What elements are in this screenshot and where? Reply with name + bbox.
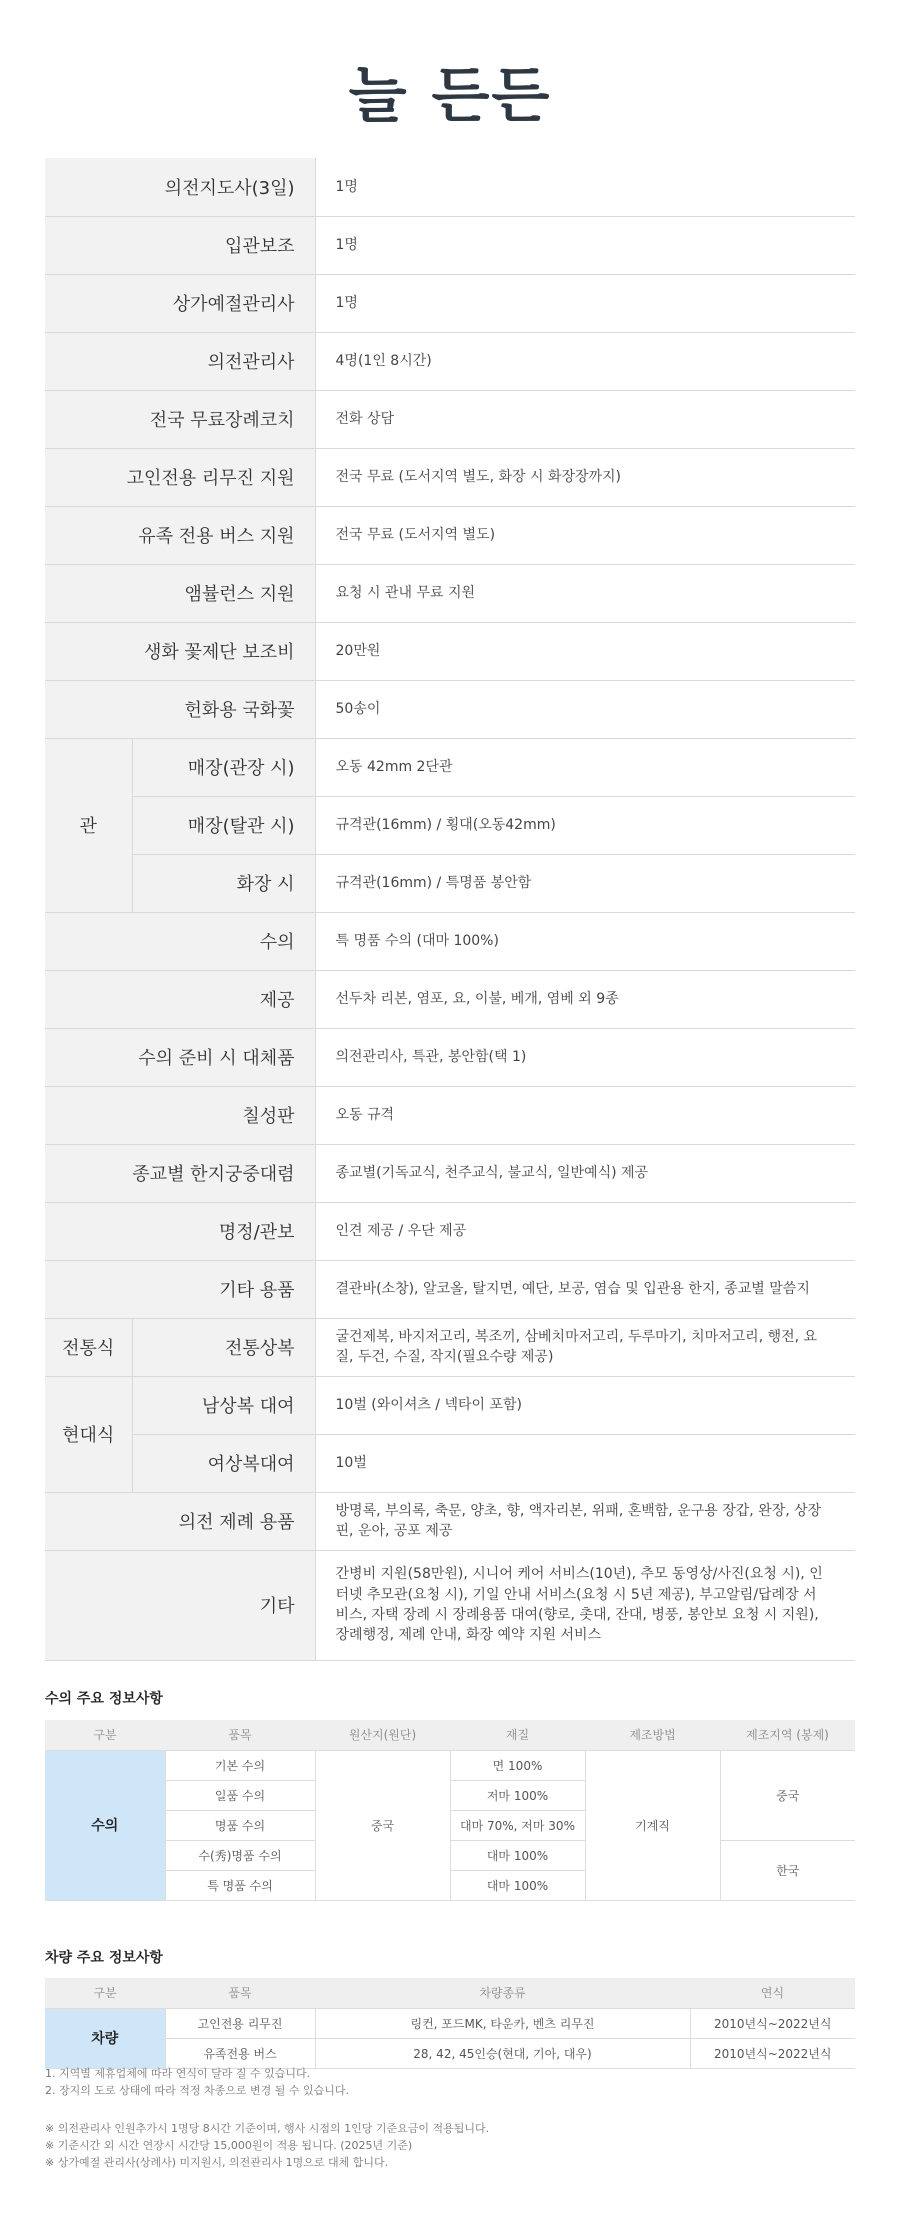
table-row bbox=[45, 970, 855, 1028]
row-value: 인견 제공 / 우단 제공 bbox=[315, 1202, 855, 1260]
column-header: 제조방법 bbox=[585, 1720, 720, 1750]
row-label: 수의 bbox=[45, 912, 315, 970]
row-value: 전국 무료 (도서지역 별도, 화장 시 화장장까지) bbox=[315, 448, 855, 506]
row-value: 규격관(16mm) / 횡대(오동42mm) bbox=[315, 796, 855, 854]
row-value: 방명록, 부의록, 축문, 양초, 향, 액자리본, 위패, 혼백함, 운구용 장갑, 완장, 상장핀, 운아, 공포 제공 bbox=[315, 1492, 855, 1550]
row-label: 전국 무료장례코치 bbox=[45, 390, 315, 448]
row-value: 10벌 bbox=[315, 1434, 855, 1492]
method-cell: 기계직 bbox=[585, 1750, 720, 1900]
table-row bbox=[45, 564, 855, 622]
row-label: 의전지도사(3일) bbox=[45, 158, 315, 216]
table-row bbox=[45, 854, 855, 912]
table-row bbox=[45, 1750, 855, 1780]
column-header: 차량종류 bbox=[315, 1978, 690, 2008]
region-cell: 한국 bbox=[720, 1840, 855, 1900]
row-label: 유족 전용 버스 지원 bbox=[45, 506, 315, 564]
row-label: 의전관리사 bbox=[45, 332, 315, 390]
item-cell: 유족전용 버스 bbox=[165, 2038, 315, 2068]
footnote-line: ※ 의전관리사 인원추가시 1명당 8시간 기준이며, 행사 시점의 1인당 기준요금이 적용됩니다. bbox=[45, 2122, 490, 2135]
row-value: 전화 상담 bbox=[315, 390, 855, 448]
row-label: 제공 bbox=[45, 970, 315, 1028]
row-label: 칠성판 bbox=[45, 1086, 315, 1144]
note-line: 2. 장지의 도로 상태에 따라 적정 차종으로 변경 될 수 있습니다. bbox=[45, 2084, 349, 2097]
table-row bbox=[45, 216, 855, 274]
row-label: 명정/관보 bbox=[45, 1202, 315, 1260]
material-cell: 대마 100% bbox=[450, 1840, 585, 1870]
row-label: 입관보조 bbox=[45, 216, 315, 274]
material-cell: 대마 100% bbox=[450, 1870, 585, 1900]
vehicle-table bbox=[45, 1978, 855, 2069]
table-row bbox=[45, 2008, 855, 2038]
row-value: 오동 42mm 2단관 bbox=[315, 738, 855, 796]
footnote-line: ※ 기준시간 외 시간 연장시 시간당 15,000원이 적용 됩니다. (2025년 기준) bbox=[45, 2139, 413, 2152]
origin-cell: 중국 bbox=[315, 1750, 450, 1900]
vehicle-type-cell: 28, 42, 45인승(현대, 기아, 대우) bbox=[315, 2038, 690, 2068]
table-row bbox=[45, 158, 855, 216]
table-row bbox=[45, 1028, 855, 1086]
item-cell: 명품 수의 bbox=[165, 1810, 315, 1840]
shroud-table bbox=[45, 1720, 855, 1901]
row-value: 결관바(소창), 알코올, 탈지면, 예단, 보공, 염습 및 입관용 한지, 종교별 말씀지 bbox=[315, 1260, 855, 1318]
row-label: 고인전용 리무진 지원 bbox=[45, 448, 315, 506]
material-cell: 면 100% bbox=[450, 1750, 585, 1780]
table-row bbox=[45, 274, 855, 332]
row-value: 1명 bbox=[315, 158, 855, 216]
vehicle-type-cell: 링컨, 포드MK, 타운카, 벤츠 리무진 bbox=[315, 2008, 690, 2038]
row-value: 50송이 bbox=[315, 680, 855, 738]
row-value: 1명 bbox=[315, 216, 855, 274]
column-header: 원산지(원단) bbox=[315, 1720, 450, 1750]
row-label: 매장(탈관 시) bbox=[132, 796, 315, 854]
group-label-modern: 현대식 bbox=[45, 1376, 132, 1492]
table-row bbox=[45, 332, 855, 390]
column-header: 구분 bbox=[45, 1720, 165, 1750]
column-header: 재질 bbox=[450, 1720, 585, 1750]
row-label: 남상복 대여 bbox=[132, 1376, 315, 1434]
column-header: 품목 bbox=[165, 1720, 315, 1750]
row-label: 기타 bbox=[45, 1550, 315, 1660]
item-cell: 수(秀)명품 수의 bbox=[165, 1840, 315, 1870]
row-value: 요청 시 관내 무료 지원 bbox=[315, 564, 855, 622]
category-cell: 차량 bbox=[45, 2008, 165, 2068]
table-row bbox=[45, 912, 855, 970]
row-label: 여상복대여 bbox=[132, 1434, 315, 1492]
table-row bbox=[45, 1550, 855, 1660]
row-label: 매장(관장 시) bbox=[132, 738, 315, 796]
row-value: 1명 bbox=[315, 274, 855, 332]
table-row bbox=[45, 738, 855, 796]
table-row bbox=[45, 1376, 855, 1434]
table-row bbox=[45, 622, 855, 680]
row-value: 규격관(16mm) / 특명품 봉안함 bbox=[315, 854, 855, 912]
item-cell: 특 명품 수의 bbox=[165, 1870, 315, 1900]
material-cell: 대마 70%, 저마 30% bbox=[450, 1810, 585, 1840]
table-row bbox=[45, 1144, 855, 1202]
row-value: 4명(1인 8시간) bbox=[315, 332, 855, 390]
table-row bbox=[45, 1840, 855, 1870]
group-label-coffin: 관 bbox=[45, 738, 132, 912]
note-line: 1. 지역별 제휴업체에 따라 연식이 달라 질 수 있습니다. bbox=[45, 2067, 311, 2080]
footnotes bbox=[45, 2120, 855, 2171]
row-value: 종교별(기독교식, 천주교식, 불교식, 일반예식) 제공 bbox=[315, 1144, 855, 1202]
row-value: 굴건제복, 바지저고리, 복조끼, 삼베치마저고리, 두루마기, 치마저고리, 행전, 요질, 두건, 수질, 작지(필요수량 제공) bbox=[315, 1318, 855, 1376]
row-label: 상가예절관리사 bbox=[45, 274, 315, 332]
row-label: 종교별 한지궁중대렴 bbox=[45, 1144, 315, 1202]
table-row bbox=[45, 2038, 855, 2068]
row-value: 간병비 지원(58만원), 시니어 케어 서비스(10년), 추모 동영상/사진(요청 시), 인터넷 추모관(요청 시), 기일 안내 서비스(요청 시 5년 제공), 부고알림/답례장 서비스, 자택 장례 시 장례용품 대여(향로, 촛대, 잔대, 병풍, 봉안보 요청 시 지원), 장례행정, 제례 안내, 화장 예약 지원 서비스 bbox=[315, 1550, 855, 1660]
material-cell: 저마 100% bbox=[450, 1780, 585, 1810]
row-value: 특 명품 수의 (대마 100%) bbox=[315, 912, 855, 970]
column-header: 연식 bbox=[690, 1978, 855, 2008]
year-cell: 2010년식~2022년식 bbox=[690, 2008, 855, 2038]
row-label: 수의 준비 시 대체품 bbox=[45, 1028, 315, 1086]
table-row bbox=[45, 1202, 855, 1260]
row-value: 선두차 리본, 염포, 요, 이불, 베개, 염베 외 9종 bbox=[315, 970, 855, 1028]
page-title: 늘 든든 bbox=[348, 61, 552, 131]
column-header: 품목 bbox=[165, 1978, 315, 2008]
table-row bbox=[45, 1318, 855, 1376]
row-label: 헌화용 국화꽃 bbox=[45, 680, 315, 738]
service-table bbox=[45, 158, 855, 1661]
row-value: 의전관리사, 특관, 봉안함(택 1) bbox=[315, 1028, 855, 1086]
notes bbox=[45, 2065, 855, 2099]
shroud-section-title: 수의 주요 정보사항 bbox=[45, 1691, 163, 1707]
column-header: 구분 bbox=[45, 1978, 165, 2008]
table-row bbox=[45, 1086, 855, 1144]
group-label-traditional: 전통식 bbox=[45, 1318, 132, 1376]
year-cell: 2010년식~2022년식 bbox=[690, 2038, 855, 2068]
vehicle-section-title: 차량 주요 정보사항 bbox=[45, 1950, 163, 1966]
row-label: 생화 꽃제단 보조비 bbox=[45, 622, 315, 680]
table-row bbox=[45, 680, 855, 738]
table-row bbox=[45, 1260, 855, 1318]
table-row bbox=[45, 1434, 855, 1492]
row-value: 오동 규격 bbox=[315, 1086, 855, 1144]
row-label: 화장 시 bbox=[132, 854, 315, 912]
item-cell: 고인전용 리무진 bbox=[165, 2008, 315, 2038]
item-cell: 일품 수의 bbox=[165, 1780, 315, 1810]
column-header: 제조지역 (봉제) bbox=[720, 1720, 855, 1750]
row-label: 전통상복 bbox=[132, 1318, 315, 1376]
category-cell: 수의 bbox=[45, 1750, 165, 1900]
table-row bbox=[45, 1492, 855, 1550]
region-cell: 중국 bbox=[720, 1750, 855, 1840]
row-label: 의전 제례 용품 bbox=[45, 1492, 315, 1550]
table-row bbox=[45, 448, 855, 506]
row-value: 10벌 (와이셔츠 / 넥타이 포함) bbox=[315, 1376, 855, 1434]
row-label: 기타 용품 bbox=[45, 1260, 315, 1318]
footnote-line: ※ 상가예절 관리사(상례사) 미지원시, 의전관리사 1명으로 대체 합니다. bbox=[45, 2156, 389, 2169]
row-value: 20만원 bbox=[315, 622, 855, 680]
row-value: 전국 무료 (도서지역 별도) bbox=[315, 506, 855, 564]
table-row bbox=[45, 796, 855, 854]
item-cell: 기본 수의 bbox=[165, 1750, 315, 1780]
row-label: 앰뷸런스 지원 bbox=[45, 564, 315, 622]
table-row bbox=[45, 506, 855, 564]
table-row bbox=[45, 390, 855, 448]
